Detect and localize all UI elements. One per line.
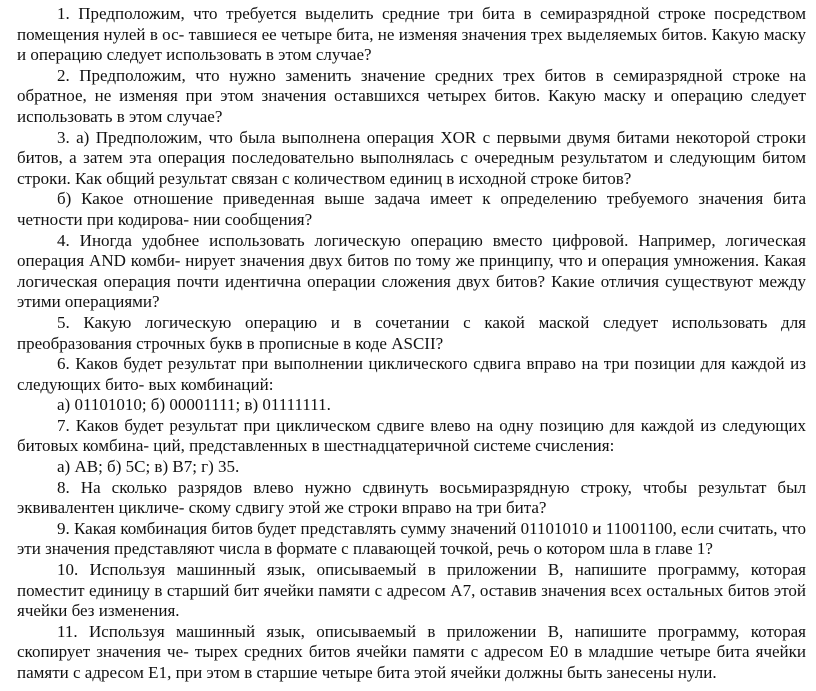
paragraph-question-10: 10. Используя машинный язык, описываемый в приложении В, напишите программу, которая поместит единицу в старший бит ячейки памяти с адресом A7, оставив значения всех остальных битов этой ячейки без изменения. (17, 560, 806, 621)
paragraph-question-6-options: а) 01101010; б) 00001111; в) 01111111. (57, 395, 331, 415)
paragraph-question-1: 1. Предположим, что требуется выделить средние три бита в семиразрядной строке посредством помещения нулей в ос- тавшиеся ее четыре бита, не изменяя значения трех выделяемых битов. Какую маску и операцию следует использовать в этом случае? (17, 4, 806, 65)
paragraph-question-4: 4. Иногда удобнее использовать логическую операцию вместо цифровой. Например, логическая операция AND комби- нирует значения двух битов по тому же принципу, что и операция умножения. Какая логическая операция почти идентична операции сложения двух битов? Какие отличия существуют между этими операциями? (17, 230, 806, 312)
paragraph-question-11: 11. Используя машинный язык, описываемый в приложении В, напишите программу, которая скопирует значения че- тырех средних битов ячейки памяти с адресом E0 в младшие четыре бита ячейки памяти с адресом E1, при этом в старшие четыре бита этой ячейки должны быть занесены нули. (17, 621, 806, 682)
paragraph-question-3a: 3. а) Предположим, что была выполнена операция XOR с первыми двумя битами некоторой строки битов, а затем эта операция последовательно выполнялась с очередным результатом и следующим битом строки. Как общий результат связан с количеством единиц в исходной строке битов? (17, 127, 806, 188)
paragraph-question-7-options: а) AB; б) 5C; в) B7; г) 35. (57, 457, 240, 477)
paragraph-question-6: 6. Каков будет результат при выполнении циклического сдвига вправо на три позиции для каждой из следующих бито- вых комбинаций: (17, 354, 806, 394)
paragraph-question-7: 7. Каков будет результат при циклическом сдвиге влево на одну позицию для каждой из следующих битовых комбина- ций, представленных в шестнадцатеричной системе счисления: (17, 415, 806, 456)
paragraph-question-3b: б) Какое отношение приведенная выше задача имеет к определению требуемого значения бита четности при кодирова- нии сообщения? (17, 189, 806, 229)
paragraph-question-5: 5. Какую логическую операцию и в сочетании с какой маской следует использовать для преобразования строчных букв в прописные в коде ASCII? (17, 312, 806, 353)
paragraph-question-9: 9. Какая комбинация битов будет представлять сумму значений 01101010 и 11001100, если считать, что эти значения представляют числа в формате с плавающей точкой, речь о котором шла в главе 1? (17, 518, 806, 559)
paragraph-question-2: 2. Предположим, что нужно заменить значение средних трех битов в семиразрядной строке на обратное, не изменяя при этом значения оставшихся четырех битов. Какую маску и операцию следует использовать в этом случае? (17, 65, 806, 126)
paragraph-question-8: 8. На сколько разрядов влево нужно сдвинуть восьмиразрядную строку, чтобы результат был эквивалентен цикличе- скому сдвигу этой же строки вправо на три бита? (17, 477, 806, 518)
